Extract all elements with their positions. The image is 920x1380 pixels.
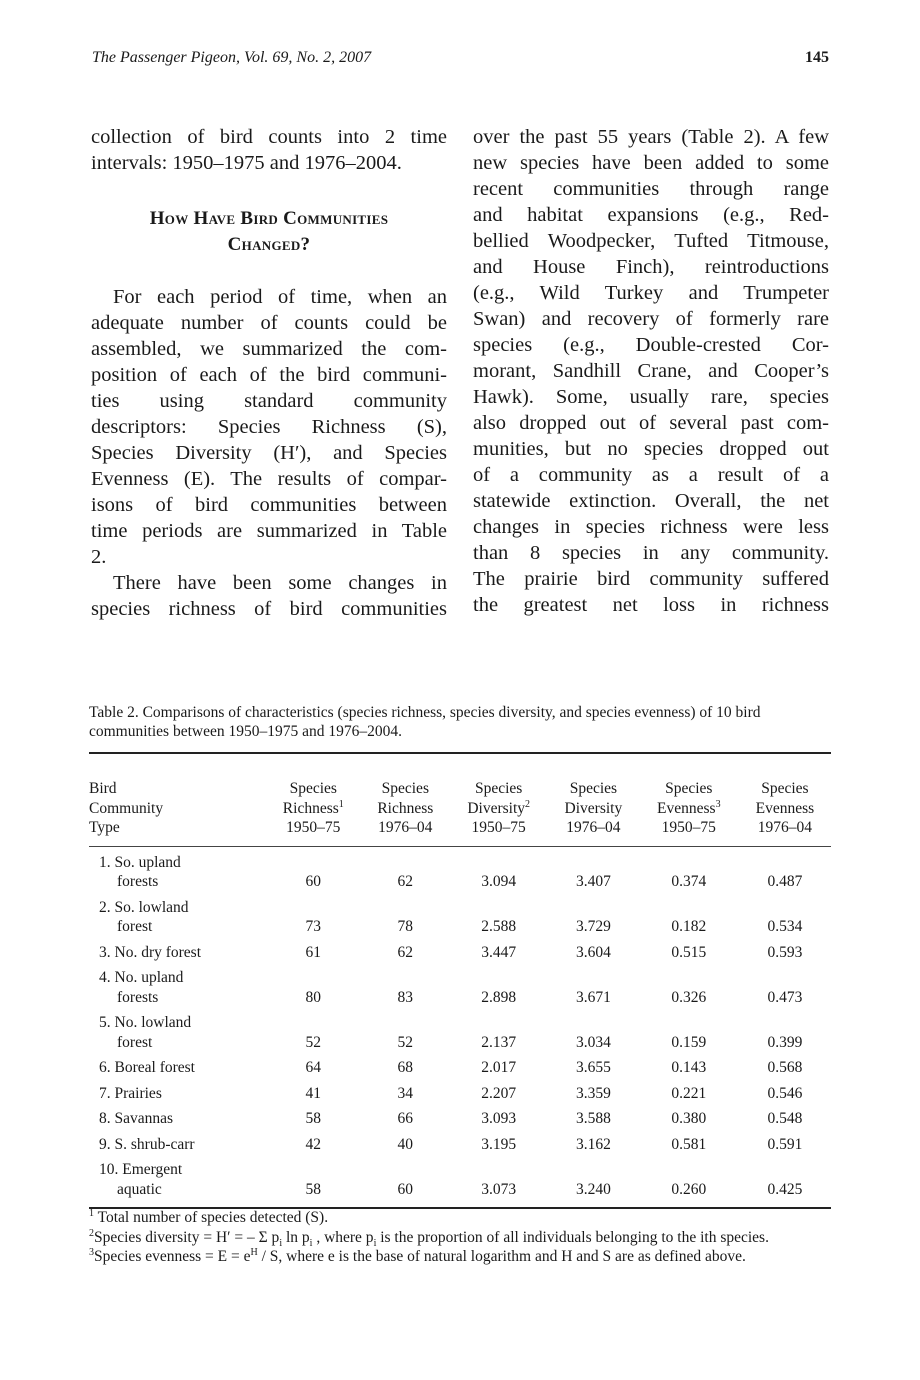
- community-name-cell: [89, 1157, 265, 1208]
- community-name: 3. No. dry forest: [99, 943, 202, 961]
- table-row: [89, 965, 831, 1010]
- community-name-cell: [89, 965, 265, 1010]
- value-cell: 66: [397, 1110, 414, 1127]
- header-line: Evenness: [755, 799, 815, 817]
- value-cell: 73: [305, 918, 322, 935]
- header-line: 1976–04: [378, 819, 433, 836]
- value-cell: 3.671: [575, 988, 611, 1006]
- journal-citation: The Passenger Pigeon, Vol. 69, No. 2, 2007: [92, 49, 372, 66]
- value-cell: 0.593: [767, 943, 803, 961]
- value-cell: 60: [305, 873, 322, 890]
- value-cell: 60: [397, 1180, 414, 1198]
- value-cell: 3.447: [481, 943, 517, 961]
- value-cell: 0.581: [671, 1135, 707, 1153]
- value-cell: 3.093: [481, 1110, 517, 1127]
- column-header: [449, 753, 548, 846]
- value-cell: 3.094: [481, 873, 517, 890]
- value-cell: 3.588: [575, 1110, 611, 1127]
- footnote-text: , where p: [312, 1228, 374, 1246]
- value-cell: 83: [397, 988, 414, 1006]
- running-header: [92, 49, 829, 67]
- header-line: 1950–75: [471, 819, 526, 836]
- value-cell: 0.546: [767, 1084, 803, 1102]
- value-cell: 0.534: [767, 918, 803, 935]
- value-cell: 80: [305, 988, 322, 1006]
- header-line: Species: [289, 780, 337, 797]
- superscript: H: [250, 1246, 258, 1258]
- text-line: also dropped out of several past com-: [473, 412, 829, 434]
- value-cell: 0.425: [767, 1180, 803, 1198]
- header-line: Richness: [377, 799, 434, 817]
- column-header: [548, 753, 639, 846]
- community-name-cell: [89, 1055, 265, 1081]
- value-cell: 58: [305, 1110, 322, 1127]
- value-cell: 78: [397, 918, 414, 935]
- text-line: Swan) and recovery of formerly rare: [473, 308, 829, 330]
- text-line: and habitat expansions (e.g., Red-: [473, 204, 829, 226]
- value-cell: 68: [397, 1059, 414, 1076]
- value-cell: 0.221: [671, 1084, 707, 1102]
- text-line: There have been some changes in: [113, 572, 447, 594]
- community-name: 8. Savannas: [99, 1110, 174, 1127]
- community-name-cell: [89, 1081, 265, 1107]
- value-cell: 2.898: [481, 988, 517, 1006]
- text-line: munities, but no species dropped out: [473, 438, 829, 460]
- table-row: [89, 846, 831, 895]
- table-caption: Table 2. Comparisons of characteristics (species richness, species diversity, and species evenness) of 10 bird communities between 1950–1975 and 1976–2004.: [89, 704, 761, 740]
- value-cell: 3.034: [575, 1033, 611, 1051]
- text-line: than 8 species in any community.: [473, 542, 829, 564]
- text-line: assembled, we summarized the com-: [91, 338, 447, 360]
- text-line: position of each of the bird communi-: [91, 364, 447, 386]
- community-name-cell: [89, 1132, 265, 1158]
- value-cell: 52: [397, 1033, 414, 1051]
- text-line: recent communities through range: [473, 178, 829, 200]
- table-row: [89, 1132, 831, 1158]
- value-cell: 3.359: [575, 1084, 611, 1102]
- value-cell: 0.473: [767, 988, 803, 1006]
- community-name-cell: [89, 1106, 265, 1132]
- community-name: 2. So. lowland: [99, 898, 189, 916]
- value-cell: 3.655: [575, 1059, 611, 1076]
- footnote-text: Total number of species detected (S).: [97, 1209, 329, 1226]
- text-line: Hawk). Some, usually rare, species: [473, 386, 829, 408]
- text-line: new species have been added to some: [473, 152, 829, 174]
- value-cell: 0.260: [671, 1180, 707, 1198]
- value-cell: 2.207: [481, 1084, 517, 1102]
- header-line: Species: [665, 780, 713, 797]
- header-line: 1950–75: [286, 819, 341, 836]
- right-text-column: [473, 124, 829, 618]
- footnote-text: is the proportion of all individuals belonging to the ith species.: [376, 1228, 769, 1246]
- value-cell: 3.073: [481, 1180, 517, 1198]
- header-line: Species: [569, 780, 618, 797]
- value-cell: 40: [397, 1135, 414, 1153]
- value-cell: 62: [397, 873, 414, 890]
- value-cell: 64: [305, 1059, 322, 1076]
- table-row: [89, 1157, 831, 1208]
- text-line: time periods are summarized in Table: [91, 520, 447, 542]
- value-cell: 52: [305, 1033, 322, 1051]
- left-text-column: [91, 124, 447, 622]
- table-row: [89, 895, 831, 940]
- text-line: of a community as a result of a: [473, 464, 829, 486]
- value-cell: 42: [305, 1135, 322, 1153]
- header-line: Bird: [89, 780, 117, 797]
- table-header-row: [89, 753, 831, 846]
- header-line: Diversity: [564, 799, 623, 817]
- text-line: For each period of time, when an: [113, 286, 447, 308]
- value-cell: 0.487: [767, 873, 803, 890]
- header-line: Species: [761, 780, 809, 797]
- value-cell: 34: [397, 1084, 414, 1102]
- value-cell: 0.568: [767, 1059, 803, 1076]
- column-header: [265, 753, 361, 846]
- table-row: [89, 1010, 831, 1055]
- footnote-3: [89, 1247, 833, 1267]
- table-row: [89, 1055, 831, 1081]
- text-line: 2.: [91, 546, 107, 568]
- value-cell: 0.515: [671, 943, 707, 961]
- community-name: aquatic: [117, 1180, 162, 1198]
- table-row: [89, 1081, 831, 1107]
- header-line: 1976–04: [757, 819, 813, 836]
- text-line: collection of bird counts into 2 time: [91, 126, 447, 148]
- column-header: [639, 753, 739, 846]
- value-cell: 3.604: [575, 943, 611, 961]
- community-name: forest: [117, 918, 153, 935]
- page-number: 145: [805, 49, 829, 66]
- column-header: [361, 753, 449, 846]
- table-footnotes: [89, 1208, 833, 1267]
- value-cell: 41: [305, 1084, 322, 1102]
- value-cell: 2.137: [481, 1033, 517, 1051]
- header-line: Type: [89, 819, 120, 836]
- text-line: over the past 55 years (Table 2). A few: [473, 126, 829, 148]
- footnote-text: / S, where e is the base of natural logarithm and H and S are as defined above.: [257, 1248, 746, 1265]
- footnote-mark: 3: [89, 1246, 94, 1258]
- footnote-mark: 1: [338, 798, 344, 810]
- header-line: Species: [381, 780, 429, 797]
- footnote-mark: 1: [89, 1207, 94, 1219]
- text-line: descriptors: Species Richness (S),: [91, 416, 447, 438]
- community-name-cell: [89, 1010, 265, 1055]
- value-cell: 0.159: [671, 1033, 707, 1051]
- header-line: 1976–04: [566, 819, 621, 836]
- subscript: i: [279, 1237, 283, 1249]
- spacer: [91, 176, 447, 206]
- value-cell: 3.729: [575, 918, 611, 935]
- footnote-text: Species evenness = E = e: [94, 1248, 251, 1265]
- subscript: i: [309, 1237, 313, 1249]
- value-cell: 0.591: [767, 1135, 803, 1153]
- text-line: (e.g., Wild Turkey and Trumpeter: [473, 282, 829, 304]
- footnote-mark: 2: [525, 798, 531, 810]
- section-heading: How Have Bird Communities: [149, 208, 389, 229]
- text-line: morant, Sandhill Crane, and Cooper’s: [473, 360, 829, 382]
- value-cell: 3.240: [575, 1180, 611, 1198]
- table-row: [89, 1106, 831, 1132]
- community-name: 10. Emergent: [99, 1161, 183, 1178]
- footnote-mark: 2: [89, 1227, 94, 1239]
- community-name: forest: [117, 1033, 153, 1051]
- community-name-cell: [89, 895, 265, 940]
- value-cell: 0.143: [671, 1059, 707, 1076]
- value-cell: 61: [305, 943, 322, 961]
- text-line: The prairie bird community suffered: [473, 568, 829, 590]
- text-line: Evenness (E). The results of compar-: [91, 468, 447, 490]
- header-line: Richness: [282, 799, 339, 817]
- text-line: species (e.g., Double-crested Cor-: [473, 334, 829, 356]
- spacer: [91, 258, 447, 284]
- value-cell: 0.399: [767, 1033, 803, 1051]
- value-cell: 0.380: [671, 1110, 707, 1127]
- header-line: Community: [89, 799, 164, 817]
- table-row: [89, 940, 831, 966]
- value-cell: 2.588: [481, 918, 517, 935]
- community-name-cell: [89, 846, 265, 895]
- community-name: forests: [117, 988, 159, 1006]
- header-line: Species: [474, 780, 523, 797]
- text-line: changes in species richness were less: [473, 516, 829, 538]
- footnote-mark: 3: [715, 798, 721, 810]
- text-line: species richness of bird communities: [91, 598, 447, 620]
- community-name: 9. S. shrub-carr: [99, 1135, 195, 1153]
- community-name-cell: [89, 940, 265, 966]
- subscript: i: [373, 1237, 377, 1249]
- header-line: Evenness: [657, 799, 716, 817]
- value-cell: 62: [397, 943, 414, 961]
- value-cell: 58: [305, 1180, 322, 1198]
- value-cell: 3.195: [481, 1135, 517, 1153]
- text-line: intervals: 1950–1975 and 1976–2004.: [91, 152, 402, 174]
- footnote-text: ln p: [282, 1228, 310, 1246]
- footnote-2: [89, 1228, 833, 1248]
- text-line: statewide extinction. Overall, the net: [473, 490, 829, 512]
- community-name: 5. No. lowland: [99, 1014, 192, 1031]
- text-line: ties using standard community: [91, 390, 447, 412]
- footnote-text: Species diversity = H′ = – Σ p: [94, 1228, 280, 1246]
- header-line: 1950–75: [661, 819, 716, 836]
- text-line: isons of bird communities between: [91, 494, 447, 516]
- text-line: adequate number of counts could be: [91, 312, 447, 334]
- community-name: 4. No. upland: [99, 969, 184, 986]
- value-cell: 3.407: [575, 873, 611, 890]
- community-name: 1. So. upland: [99, 853, 181, 871]
- value-cell: 0.374: [671, 873, 707, 890]
- community-name: 6. Boreal forest: [99, 1059, 195, 1076]
- column-header: [739, 753, 831, 846]
- value-cell: 0.326: [671, 988, 707, 1006]
- value-cell: 0.182: [671, 918, 707, 935]
- value-cell: 3.162: [575, 1135, 611, 1153]
- text-line: and House Finch), reintroductions: [473, 256, 829, 278]
- value-cell: 0.548: [767, 1110, 803, 1127]
- community-name: forests: [117, 873, 159, 890]
- footnote-1: [89, 1208, 833, 1228]
- text-line: bellied Woodpecker, Tufted Titmouse,: [473, 230, 829, 252]
- bird-community-table: [89, 752, 831, 1209]
- text-line: the greatest net loss in richness: [473, 594, 829, 616]
- text-line: Species Diversity (H′), and Species: [91, 442, 447, 464]
- column-header: [89, 753, 265, 846]
- community-name: 7. Prairies: [99, 1084, 162, 1102]
- header-line: Diversity: [467, 799, 526, 817]
- value-cell: 2.017: [481, 1059, 517, 1076]
- section-heading: Changed?: [227, 234, 311, 255]
